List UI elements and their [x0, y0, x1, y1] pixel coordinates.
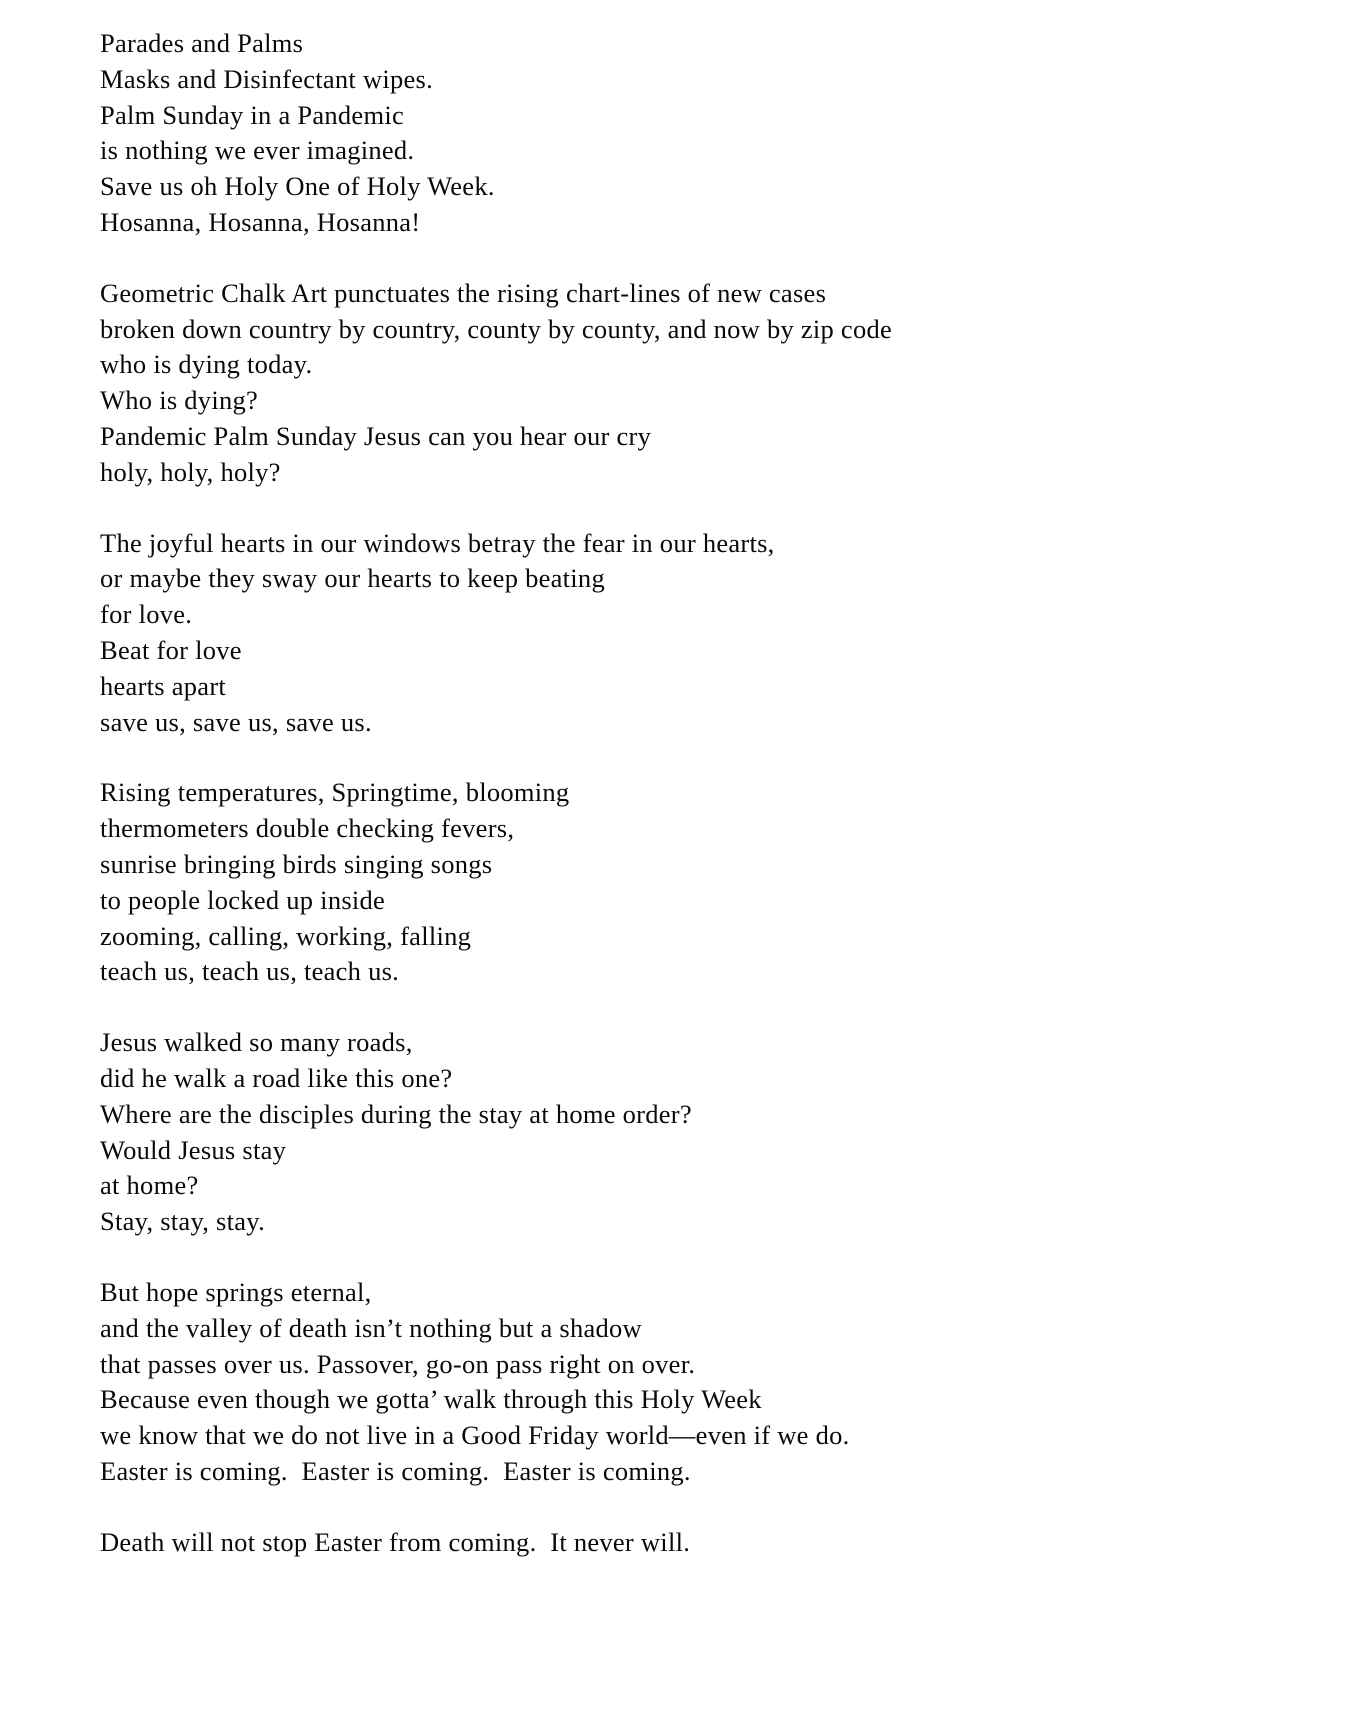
- poem-line: save us, save us, save us.: [100, 706, 372, 737]
- poem-stanza: [100, 526, 1328, 741]
- poem-line: Easter is coming. Easter is coming. Easter is coming.: [100, 1455, 691, 1486]
- poem-line: Beat for love: [100, 634, 242, 665]
- poem-line: Rising temperatures, Springtime, blooming: [100, 777, 570, 808]
- poem-line: at home?: [100, 1170, 199, 1201]
- poem-line: Jesus walked so many roads,: [100, 1027, 413, 1058]
- poem-line: sunrise bringing birds singing songs: [100, 848, 493, 879]
- poem-line: Parades and Palms: [100, 28, 304, 58]
- poem-line: The joyful hearts in our windows betray the fear in our hearts,: [100, 527, 775, 558]
- poem-line: Geometric Chalk Art punctuates the rising chart-lines of new cases: [100, 277, 827, 308]
- poem-line: for love.: [100, 599, 193, 630]
- poem-line: But hope springs eternal,: [100, 1276, 372, 1307]
- poem-line: Who is dying?: [100, 385, 259, 416]
- poem-line: Would Jesus stay: [100, 1134, 287, 1165]
- poem-line: Save us oh Holy One of Holy Week.: [100, 171, 495, 202]
- poem-stanza: [100, 1275, 1328, 1490]
- poem-line: Stay, stay, stay.: [100, 1206, 265, 1237]
- poem-stanza: [100, 1025, 1328, 1240]
- poem-line: Because even though we gotta’ walk through this Holy Week: [100, 1384, 762, 1415]
- poem-line: we know that we do not live in a Good Friday world—even if we do.: [100, 1420, 850, 1451]
- poem-stanza: [100, 276, 1328, 491]
- poem-line: thermometers double checking fevers,: [100, 813, 515, 844]
- poem-line: who is dying today.: [100, 349, 313, 380]
- poem-line: Where are the disciples during the stay at home order?: [100, 1098, 692, 1129]
- poem-line: holy, holy, holy?: [100, 456, 281, 487]
- poem-line: Death will not stop Easter from coming. It never will.: [100, 1526, 691, 1557]
- poem-line: that passes over us. Passover, go-on pass right on over.: [100, 1348, 696, 1379]
- poem-line: Pandemic Palm Sunday Jesus can you hear our cry: [100, 420, 652, 451]
- poem-stanza: [100, 775, 1328, 990]
- poem-line: Palm Sunday in a Pandemic: [100, 99, 404, 130]
- poem-line: teach us, teach us, teach us.: [100, 956, 400, 987]
- poem-line: Hosanna, Hosanna, Hosanna!: [100, 206, 421, 237]
- poem-line: or maybe they sway our hearts to keep beating: [100, 563, 605, 594]
- poem-line: hearts apart: [100, 670, 227, 701]
- poem-line: is nothing we ever imagined.: [100, 135, 415, 166]
- poem-line: zooming, calling, working, falling: [100, 920, 472, 951]
- poem-line: Masks and Disinfectant wipes.: [100, 63, 433, 94]
- poem-stanza: [100, 1525, 1328, 1561]
- poem-body: [100, 26, 1328, 1560]
- poem-line: to people locked up inside: [100, 884, 386, 915]
- poem-stanza: [100, 26, 1328, 241]
- poem-line: did he walk a road like this one?: [100, 1062, 453, 1093]
- poem-line: broken down country by country, county by county, and now by zip code: [100, 313, 893, 344]
- poem-line: and the valley of death isn’t nothing but a shadow: [100, 1312, 642, 1343]
